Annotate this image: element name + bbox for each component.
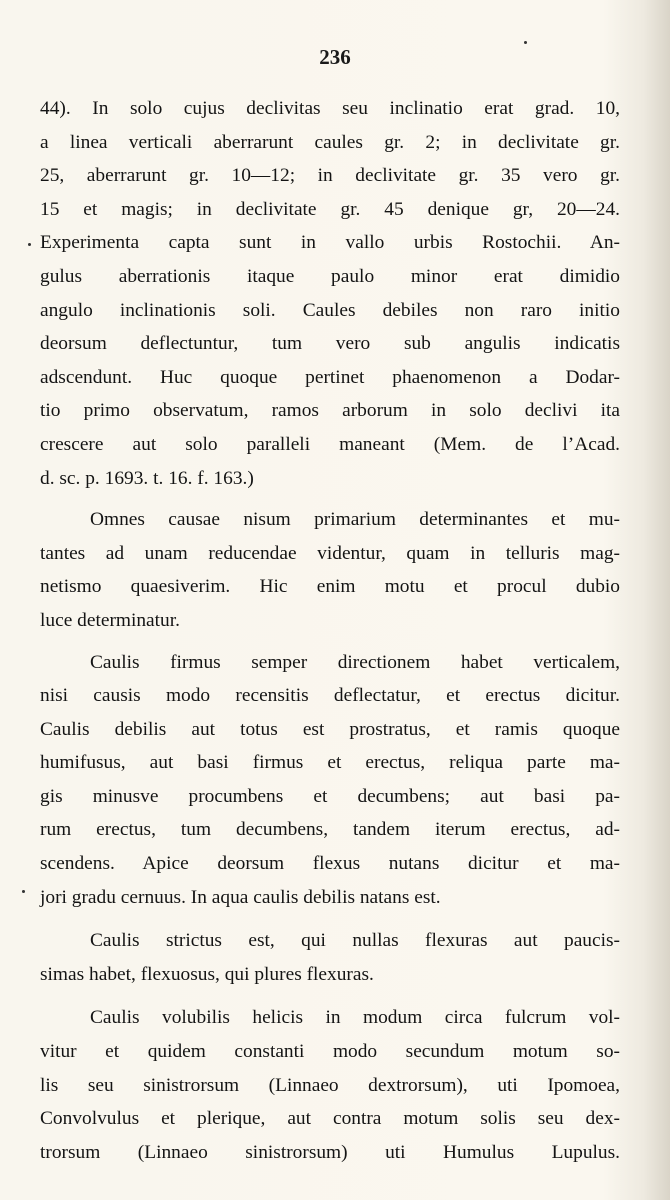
text-line: a linea verticali aberrarunt caules gr. 2; in declivitate gr. — [40, 131, 620, 153]
paragraph — [40, 1001, 620, 1169]
text-line: lis seu sinistrorsum (Linnaeo dextrorsum), uti Ipomoea, — [40, 1074, 620, 1096]
text-line: d. sc. p. 1693. t. 16. f. 163.) — [40, 467, 254, 489]
print-speck — [22, 890, 25, 893]
page-number: 236 — [319, 45, 351, 69]
page-body — [40, 92, 620, 1169]
text-line: vitur et quidem constanti modo secundum motum so- — [40, 1041, 620, 1063]
text-line: tio primo observatum, ramos arborum in solo declivi ita — [40, 400, 620, 422]
print-speck — [28, 243, 31, 246]
text-line: gulus aberrationis itaque paulo minor erat dimidio — [40, 265, 620, 287]
text-line: tantes ad unam reducendae videntur, quam in telluris mag- — [40, 542, 620, 564]
text-line: jori gradu cernuus. In aqua caulis debilis natans est. — [40, 886, 441, 908]
text-line: 44). In solo cujus declivitas seu inclinatio erat grad. 10, — [40, 98, 620, 119]
text-line: crescere aut solo paralleli maneant (Mem. de l’Acad. — [40, 433, 620, 455]
text-line: Caulis volubilis helicis in modum circa fulcrum vol- — [90, 1007, 620, 1029]
text-line: Caulis debilis aut totus est prostratus, et ramis quoque — [40, 718, 620, 740]
text-line: Omnes causae nisum primarium determinantes et mu- — [90, 509, 620, 531]
text-line: Caulis strictus est, qui nullas flexuras aut paucis- — [90, 930, 620, 952]
text-line: simas habet, flexuosus, qui plures flexuras. — [40, 963, 374, 985]
print-speck — [524, 41, 527, 44]
text-line: 25, aberrarunt gr. 10—12; in declivitate gr. 35 vero gr. — [40, 165, 620, 187]
paragraph — [40, 924, 620, 991]
text-line: nisi causis modo recensitis deflectatur, et erectus dicitur. — [40, 685, 620, 707]
paragraph — [40, 92, 620, 495]
text-line: scendens. Apice deorsum flexus nutans dicitur et ma- — [40, 853, 620, 875]
text-line: 15 et magis; in declivitate gr. 45 denique gr, 20—24. — [40, 198, 620, 220]
text-line: Experimenta capta sunt in vallo urbis Rostochii. An- — [40, 232, 620, 254]
text-line: rum erectus, tum decumbens, tandem iterum erectus, ad- — [40, 819, 620, 841]
text-line: trorsum (Linnaeo sinistrorsum) uti Humulus Lupulus. — [40, 1141, 620, 1163]
text-line: angulo inclinationis soli. Caules debiles non raro initio — [40, 299, 620, 321]
text-line: gis minusve procumbens et decumbens; aut basi pa- — [40, 785, 620, 807]
text-line: adscendunt. Huc quoque pertinet phaenomenon a Dodar- — [40, 366, 620, 388]
text-line: Caulis firmus semper directionem habet verticalem, — [90, 651, 620, 673]
text-line: humifusus, aut basi firmus et erectus, reliqua parte ma- — [40, 752, 620, 774]
text-line: deorsum deflectuntur, tum vero sub angulis indicatis — [40, 333, 620, 355]
text-line: Convolvulus et plerique, aut contra motum solis seu dex- — [40, 1108, 620, 1130]
paragraph — [40, 503, 620, 637]
text-line: luce determinatur. — [40, 609, 180, 631]
text-line: netismo quaesiverim. Hic enim motu et procul dubio — [40, 576, 620, 598]
paragraph — [40, 646, 620, 915]
